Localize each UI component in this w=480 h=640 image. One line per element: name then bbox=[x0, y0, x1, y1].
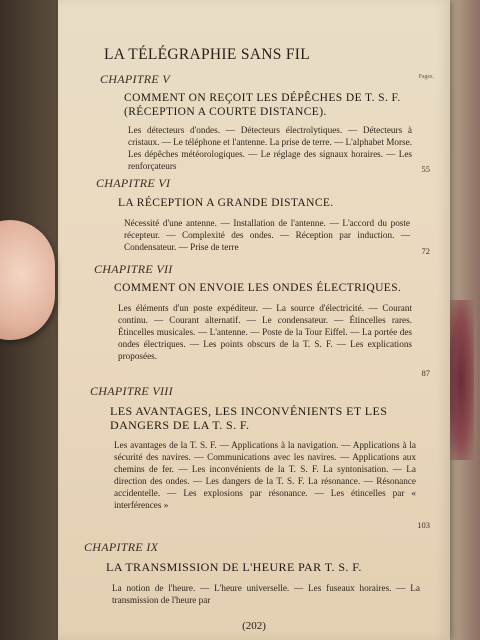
chapter-title: COMMENT ON REÇOIT LES DÉPÊCHES DE T. S. F. (RÉCEPTION A COURTE DISTANCE). bbox=[124, 92, 401, 118]
chapter-label: CHAPITRE VII bbox=[94, 262, 173, 276]
chapter-title: LA RÉCEPTION A GRANDE DISTANCE. bbox=[118, 197, 334, 209]
chapter-summary: Les éléments d'un poste expéditeur. — La source d'électricité. — Courant continu. — Courant alternatif. — Le condensateur. — Étincelles rares. Étincelles musicales. — L'antenne. — Poste de la Tour Eiffel. — La portée des ondes électriques. — Les points obscurs de la T. S. F. — Les explications proposées. bbox=[118, 303, 412, 361]
chapter-summary: La notion de l'heure. — L'heure universelle. — Les fuseaux horaires. — La transmission de l'heure par bbox=[112, 583, 420, 605]
pages-column-label: Pages. bbox=[418, 74, 434, 80]
chapter-5 bbox=[58, 72, 450, 172]
book-cover-edge bbox=[448, 300, 474, 460]
chapter-summary: Nécessité d'une antenne. — Installation de l'antenne. — L'accord du poste récepteur. — Complexité des ondes. — Réception par induction. — Condensateur. — Prise de terre bbox=[124, 218, 410, 252]
chapter-summary: Les avantages de la T. S. F. — Applications à la navigation. — Applications à la sécurité des navires. — Communications avec les navires. — Applications aux chemins de fer. — Les inconvénients de la T. S. F. La syntonisation. — La direction des ondes. — Les dangers de la T. S. F. La résonance. — Résonance accidentelle. — Les explosions par résonance. — Les étincelles par « interférences » bbox=[114, 440, 416, 510]
chapter-8 bbox=[58, 384, 450, 530]
chapter-6 bbox=[58, 176, 450, 256]
chapter-page-number: 72 bbox=[421, 246, 430, 256]
chapter-title: COMMENT ON ENVOIE LES ONDES ÉLECTRIQUES. bbox=[114, 282, 402, 294]
chapter-page-number: 103 bbox=[417, 520, 430, 530]
chapter-summary: Les détecteurs d'ondes. — Détecteurs électrolytiques. — Détecteurs à cristaux. — Le téléphone et l'antenne. La prise de terre. — L'alphabet Morse. Les dépêches météorologiques. — Le réglage des signaux horaires. — Les renforçateurs bbox=[128, 125, 412, 171]
book-page bbox=[58, 0, 450, 640]
chapter-title: LA TRANSMISSION DE L'HEURE PAR T. S. F. bbox=[106, 560, 362, 574]
chapter-label: CHAPITRE VI bbox=[96, 176, 171, 190]
page-number: (202) bbox=[242, 620, 266, 632]
chapter-label: CHAPITRE V bbox=[100, 72, 170, 86]
chapter-7 bbox=[58, 262, 450, 378]
running-title: LA TÉLÉGRAPHIE SANS FIL bbox=[104, 46, 310, 63]
chapter-label: CHAPITRE VIII bbox=[90, 384, 173, 398]
chapter-label: CHAPITRE IX bbox=[84, 540, 159, 554]
chapter-page-number: 87 bbox=[421, 368, 430, 378]
chapter-page-number: 55 bbox=[421, 164, 430, 174]
chapter-9 bbox=[58, 540, 450, 606]
chapter-title: LES AVANTAGES, LES INCONVÉNIENTS ET LES DANGERS DE LA T. S. F. bbox=[110, 404, 388, 432]
